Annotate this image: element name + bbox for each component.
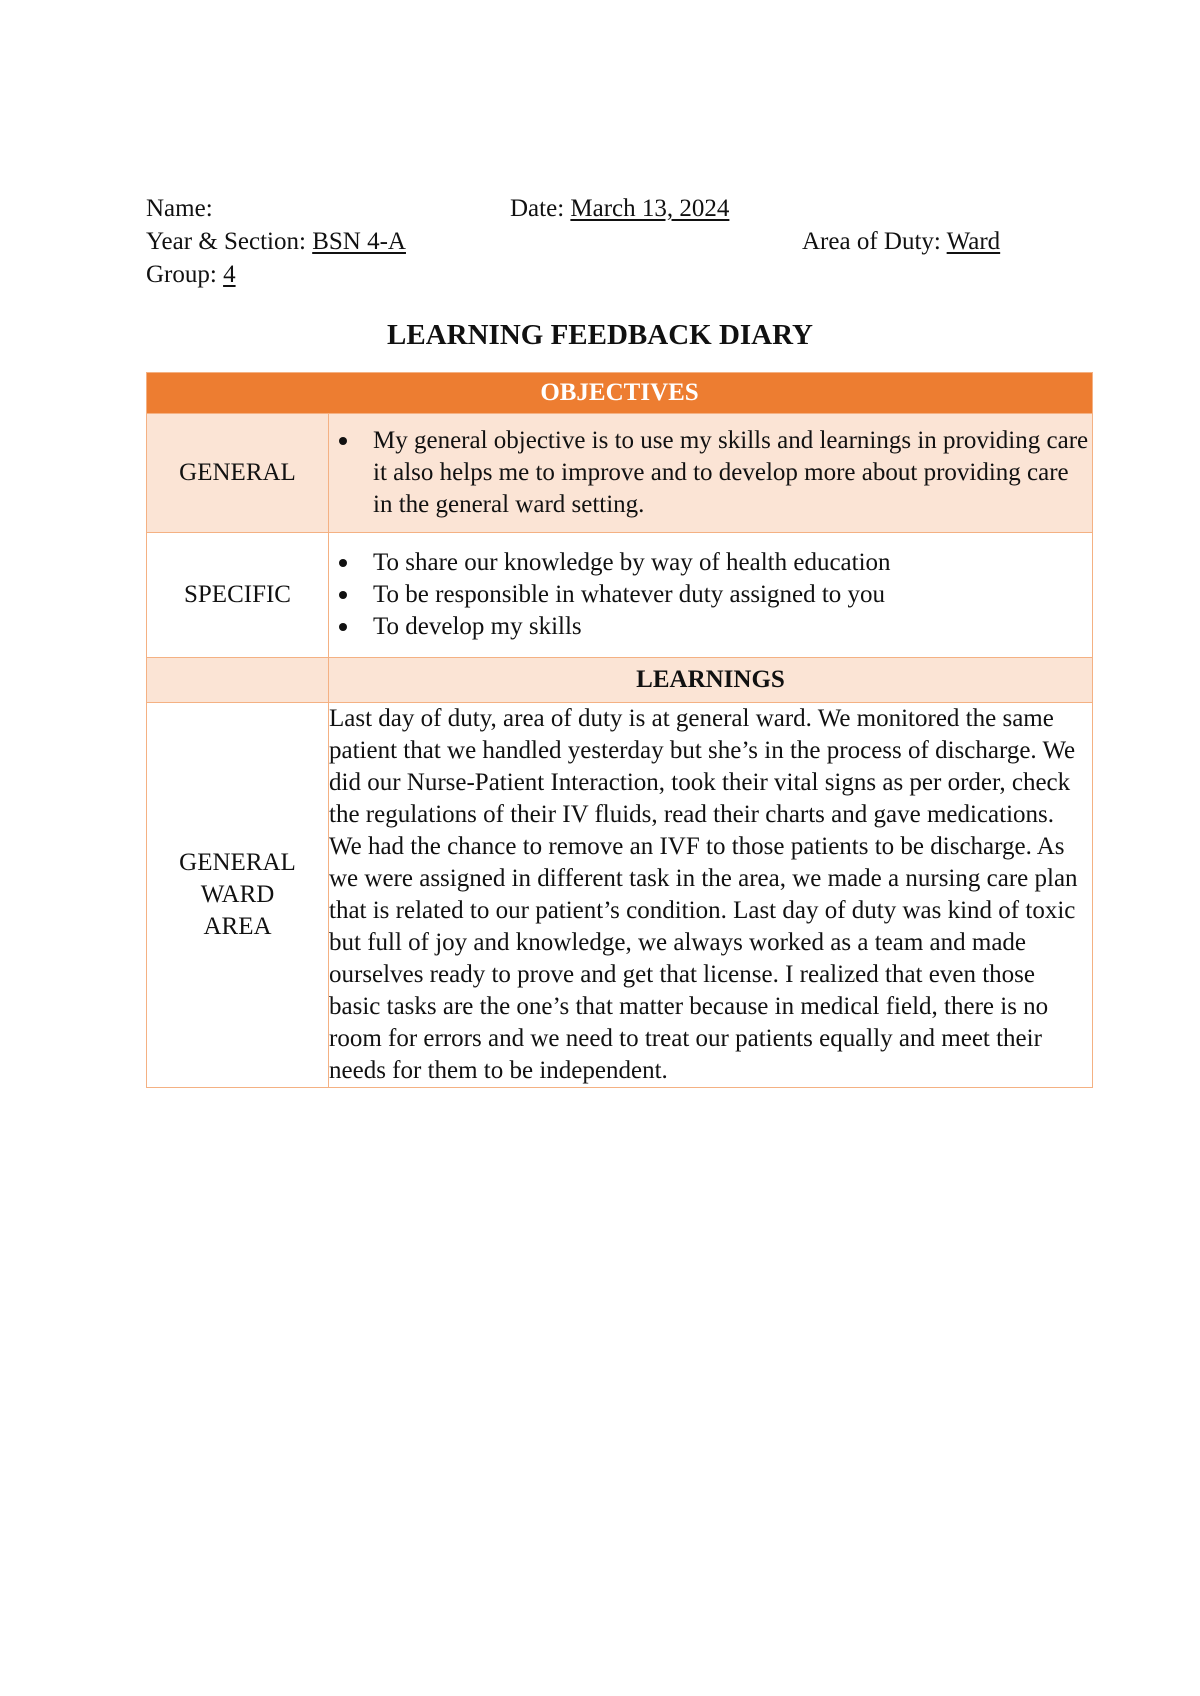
specific-objective-text: To share our knowledge by way of health education <box>373 549 891 576</box>
list-item <box>373 611 1092 643</box>
name-label: Name: <box>146 195 213 222</box>
name-field <box>146 194 213 224</box>
specific-objective-row <box>147 533 1093 658</box>
general-objective-row <box>147 414 1093 533</box>
section-field <box>146 227 406 257</box>
learnings-text: Last day of duty, area of duty is at general ward. We monitored the same patient that we handled yesterday but she’s in the process of discharge. We did our Nurse-Patient Interaction, took their vital signs as per order, check the regulations of their IV fluids, read their charts and gave medications. We had the chance to remove an IVF to those patients to be discharge. As we were assigned in different task in the area, we made a nursing care plan that is related to our patient’s condition. Last day of duty was kind of toxic but full of joy and knowledge, we always worked as a team and made ourselves ready to prove and get that license. I realized that even those basic tasks are the one’s that matter because in medical field, there is no room for errors and we need to treat our patients equally and meet their needs for them to be independent. <box>329 703 1093 1088</box>
area-label-line: GENERAL <box>179 849 296 876</box>
learnings-heading: LEARNINGS <box>329 658 1093 703</box>
document-title: LEARNING FEEDBACK DIARY <box>387 319 813 351</box>
section-label: Year & Section: <box>146 228 306 255</box>
date-field <box>510 194 729 224</box>
diary-table <box>146 372 1093 1088</box>
objectives-header-row <box>147 373 1093 414</box>
list-item <box>373 579 1092 611</box>
general-label: GENERAL <box>147 414 329 533</box>
group-field <box>146 260 236 290</box>
list-item <box>373 425 1092 521</box>
group-label: Group: <box>146 261 217 288</box>
area-label-line: WARD <box>200 881 275 908</box>
general-objective-text: My general objective is to use my skills and learnings in providing care it also helps me to improve and to develop more about providing care in the general ward setting. <box>373 427 1089 518</box>
date-value: March 13, 2024 <box>570 195 730 222</box>
area-label: Area of Duty: <box>802 228 941 255</box>
bullet-icon <box>339 623 347 631</box>
bullet-icon <box>339 559 347 567</box>
date-label: Date: <box>510 195 565 222</box>
general-objective-list <box>329 425 1092 521</box>
learnings-area-label <box>147 703 329 1088</box>
learnings-header-blank <box>147 658 329 703</box>
specific-objective-list <box>329 547 1092 643</box>
bullet-icon <box>339 437 347 445</box>
area-value: Ward <box>946 228 1001 255</box>
section-value: BSN 4-A <box>312 228 406 255</box>
specific-objective-text: To be responsible in whatever duty assigned to you <box>373 581 886 608</box>
specific-objective-text: To develop my skills <box>373 613 582 640</box>
area-field <box>802 227 1000 257</box>
learnings-row <box>147 703 1093 1088</box>
specific-label: SPECIFIC <box>147 533 329 658</box>
list-item <box>373 547 1092 579</box>
objectives-heading: OBJECTIVES <box>147 373 1093 414</box>
specific-objective-cell <box>329 533 1093 658</box>
bullet-icon <box>339 591 347 599</box>
area-label-line: AREA <box>203 913 272 940</box>
group-value: 4 <box>223 261 236 288</box>
learnings-header-row <box>147 658 1093 703</box>
general-objective-cell <box>329 414 1093 533</box>
